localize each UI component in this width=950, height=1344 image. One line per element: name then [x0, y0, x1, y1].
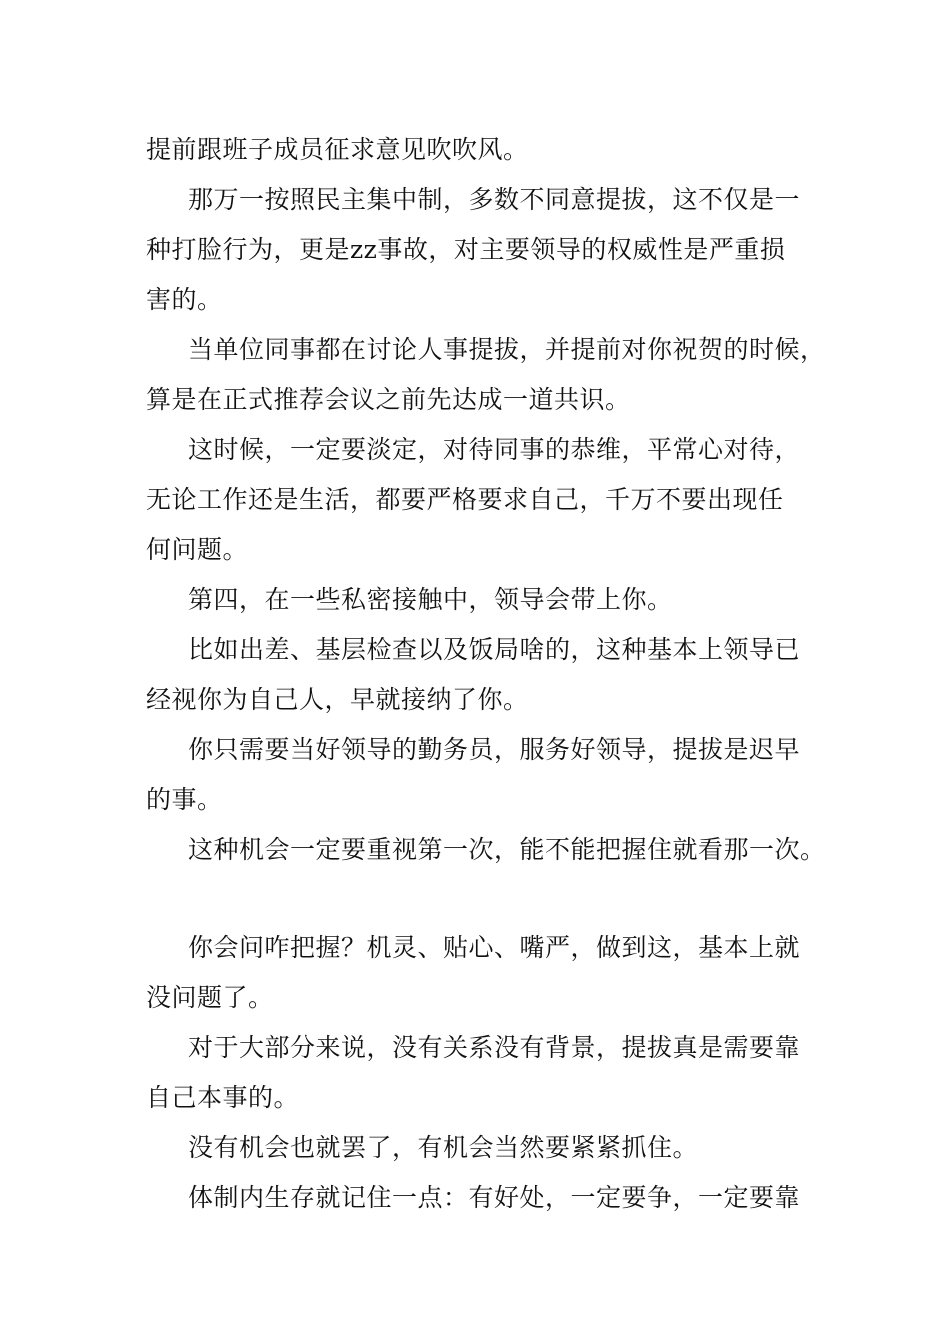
paragraph-line: 的事。 [146, 785, 223, 814]
paragraph-line: 提前跟班子成员征求意见吹吹风。 [146, 135, 529, 164]
paragraph-line: 比如出差、基层检查以及饭局啥的，这种基本上领导已 [188, 635, 801, 664]
paragraph-line: 无论工作还是生活，都要严格要求自己，千万不要出现任 [146, 485, 784, 514]
paragraph-line: 算是在正式推荐会议之前先达成一道共识。 [146, 385, 631, 414]
paragraph-line: 害的。 [146, 285, 223, 314]
paragraph-line: 你会问咋把握？机灵、贴心、嘴严，做到这，基本上就 [188, 933, 801, 962]
paragraph-line: 第四，在一些私密接触中，领导会带上你。 [188, 585, 673, 614]
paragraph-line: 当单位同事都在讨论人事提拔，并提前对你祝贺的时候， [188, 335, 826, 364]
paragraph-line: 何问题。 [146, 535, 249, 564]
paragraph-line: 种打脸行为，更是zz事故，对主要领导的权威性是严重损 [146, 235, 786, 264]
paragraph-line: 那万一按照民主集中制，多数不同意提拔，这不仅是一 [188, 185, 801, 214]
paragraph-line: 自己本事的。 [146, 1083, 300, 1112]
paragraph-line: 体制内生存就记住一点：有好处，一定要争，一定要靠 [188, 1183, 801, 1212]
paragraph-line: 对于大部分来说，没有关系没有背景，提拔真是需要靠 [188, 1033, 801, 1062]
paragraph-line: 没有机会也就罢了，有机会当然要紧紧抓住。 [188, 1133, 699, 1162]
paragraph-line: 经视你为自己人，早就接纳了你。 [146, 685, 529, 714]
paragraph-line: 这种机会一定要重视第一次，能不能把握住就看那一次。 [188, 835, 826, 864]
paragraph-line: 这时候，一定要淡定，对待同事的恭维，平常心对待， [188, 435, 801, 464]
paragraph-line: 没问题了。 [146, 983, 274, 1012]
paragraph-line: 你只需要当好领导的勤务员，服务好领导，提拔是迟早 [188, 735, 801, 764]
